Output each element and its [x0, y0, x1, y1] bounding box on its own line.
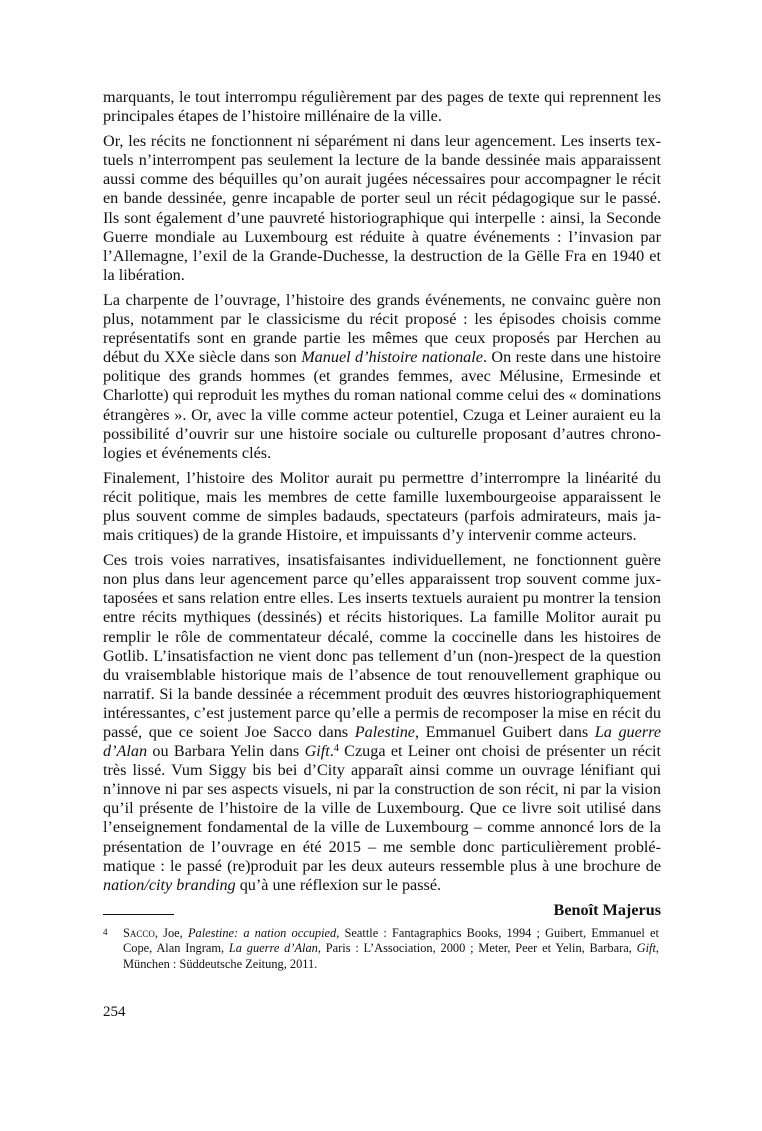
paragraph-1 [103, 88, 661, 126]
paragraph-4 [103, 469, 661, 545]
footnote-text-b: , Seattle : Fantagraphics Books, 1994 ; Guibert, Emmanuel et Cope, Alan Ingram, [123, 926, 659, 956]
footnote-author-smallcaps: Sacco [123, 926, 155, 940]
city-branding-italic: nation/city branding [103, 875, 236, 894]
footnote-text-d: , München : Süddeutsche Zeitung, 2011. [123, 941, 660, 971]
footnote [103, 926, 661, 972]
paragraph-5 [103, 551, 661, 895]
gift-title-italic: Gift [304, 742, 330, 761]
paragraph-5-text-c: ou Barbara Yelin dans [147, 742, 305, 761]
paragraph-2-text: Or, les récits ne fonctionnent ni séparément ni dans leur agencement. Les inserts textuels n’interrompent pas seulement la lecture de la bande dessinée mais apparaissent aussi comme des béquilles qu’on aurait jugées nécessaires pour accompagner le récit en bande dessinée, genre incapable de porter seul un récit pédagogique sur le passé. Ils sont également d’une pauvreté historiographique qui interpelle : ainsi, la Seconde Guerre mondiale au Luxembourg est réduite à quatre événements : l’invasion par l’Allemagne, l’exil de la Grande-Duchesse, la destruction de la Gëlle Fra en 1940 et la libération. [103, 132, 661, 284]
paragraph-2 [103, 132, 661, 285]
page-number: 254 [103, 1004, 126, 1020]
footnote-number: 4 [103, 927, 108, 937]
footnote-text-a: , Joe, [154, 926, 188, 940]
paragraph-5-text-d: . [329, 742, 334, 761]
footnote-text [123, 926, 659, 972]
paragraph-1-text: marquants, le tout interrompu régulièrement par des pages de texte qui reprennent les principales étapes de l’histoire millénaire de la ville. [103, 88, 661, 126]
guerre-alan-title-italic: La guerre d’Alan [103, 723, 662, 761]
paragraph-5-text-b: , Emmanuel Guibert dans [414, 723, 595, 741]
paragraph-5-text-f: qu’à une réflexion sur le passé. [235, 875, 442, 894]
author-signature: Benoît Majerus [553, 900, 661, 919]
paragraph-5-text-a: Ces trois voies narratives, insatisfaisantes individuellement, ne fonctionnent guère non plus dans leur agencement parce qu’elles apparaissent trop souvent comme juxtaposées et sans relation entre elles. Les inserts textuels auraient pu montrer la tension entre récits mythiques (dessinés) et récits historiques. La famille Molitor aurait pu remplir le rôle de commentateur décalé, comme la coccinelle dans les histoires de Gotlib. L’insatisfaction ne vient donc pas tellement d’un (non-)respect de la question du vraisemblable historique mais de l’absence de tout renouvellement graphique ou narratif. Si la bande dessinée a récemment produit des œuvres historiographiquement intéressantes, c’est justement parce qu’elle a permis de recomposer la mise en récit du passé, que ce soient Joe Sacco dans [103, 551, 661, 741]
footnote-text-c: , Paris : L’Association, 2000 ; Meter, Peer et Yelin, Barbara, [317, 941, 637, 956]
footnote-separator [103, 914, 174, 915]
footnote-title-palestine: Palestine: a nation occupied [187, 926, 337, 940]
palestine-title-italic: Palestine [354, 723, 415, 741]
paragraph-3 [103, 291, 661, 463]
paragraph-3-text-b: . On reste dans une histoire politique des grands hommes (et grandes femmes, avec Mélusine, Ermesinde et Charlotte) qui reproduit les mythes du roman national comme celui des « dominations étrangères ». Or, avec la ville comme acteur potentiel, Czuga et Leiner auraient eu la possibilité d’ouvrir sur une histoire sociale ou culturelle proposant d’autres chronologies et événements clés. [103, 348, 661, 462]
paragraph-3-text-a: La charpente de l’ouvrage, l’histoire des grands événements, ne convainc guère non plus, notamment par le classicisme du récit proposé : les épisodes choisis comme représentatifs sont en grande partie les mêmes que ceux proposés par Herchen au début du XXe siècle dans son [103, 290, 661, 367]
footnote-title-guerre-alan: La guerre d’Alan [228, 941, 318, 956]
manuel-title-italic: Manuel d’histoire nationale [301, 348, 483, 367]
paragraph-4-text: Finalement, l’histoire des Molitor aurait pu permettre d’interrompre la linéarité du récit politique, mais les membres de cette famille luxembourgeoise apparaissent le plus souvent comme de simples badauds, spectateurs (parfois admirateurs, mais jamais critiques) de la grande Histoire, et impuissants d’y intervenir comme acteurs. [103, 468, 661, 545]
footnote-title-gift: Gift [636, 941, 656, 956]
main-text-column [103, 88, 661, 920]
footnote-reference[interactable]: 4 [333, 743, 339, 755]
paragraph-5-text-e: Czuga et Leiner ont choisi de présenter un récit très lissé. Vum Siggy bis bei d’City apparaît ainsi comme un ouvrage lénifiant qui n’innove ni par ses aspects visuels, ni par la construction de son récit, ni par la vision qu’il présente de l’histoire de la ville de Luxembourg. Que ce livre soit utilisé dans l’enseignement fondamental de la ville de Luxembourg – comme annoncé lors de la présentation de l’ouvrage en été 2015 – me semble donc particulièrement problématique : le passé (re)produit par les deux auteurs ressemble plus à une brochure de [103, 742, 662, 875]
